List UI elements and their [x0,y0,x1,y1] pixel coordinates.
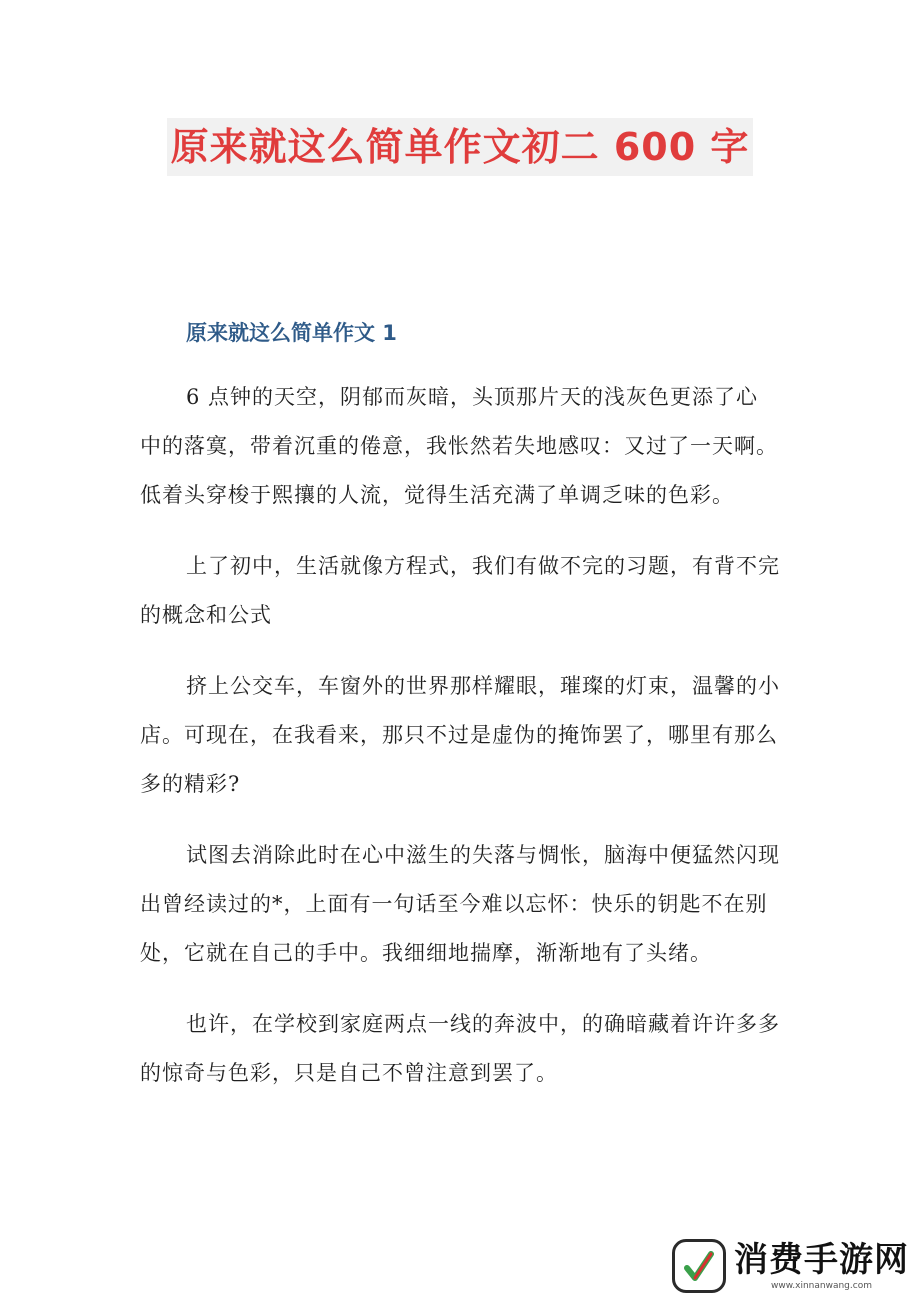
title-container [0,118,920,176]
logo-text [734,1240,909,1292]
paragraph-3: 挤上公交车，车窗外的世界那样耀眼，璀璨的灯束，温馨的小店。可现在，在我看来，那只不过是虚伪的掩饰罢了，哪里有那么多的精彩? [140,674,780,796]
site-url: www.xinnanwang.com [771,1281,872,1291]
paragraph-4: 试图去消除此时在心中滋生的失落与惆怅，脑海中便猛然闪现出曾经读过的*，上面有一句话至今难以忘怀：快乐的钥匙不在别处，它就在自己的手中。我细细地揣摩，渐渐地有了头绪。 [140,843,780,965]
site-name: 消费手游网 [734,1240,909,1280]
essay-body [140,373,780,1120]
paragraph-2: 上了初中，生活就像方程式，我们有做不完的习题，有背不完的概念和公式 [140,554,780,627]
document-title: 原来就这么简单作文初二 600 字 [167,118,754,176]
section-heading: 原来就这么简单作文 1 [186,321,397,345]
paragraph-5: 也许，在学校到家庭两点一线的奔波中，的确暗藏着许许多多的惊奇与色彩，只是自己不曾注意到罢了。 [140,1012,780,1085]
leaf-check-icon [672,1239,726,1293]
site-watermark-logo [672,1236,912,1296]
paragraph-1: 6 点钟的天空，阴郁而灰暗，头顶那片天的浅灰色更添了心中的落寞，带着沉重的倦意，我怅然若失地感叹：又过了一天啊。低着头穿梭于熙攘的人流，觉得生活充满了单调乏味的色彩。 [140,385,778,507]
